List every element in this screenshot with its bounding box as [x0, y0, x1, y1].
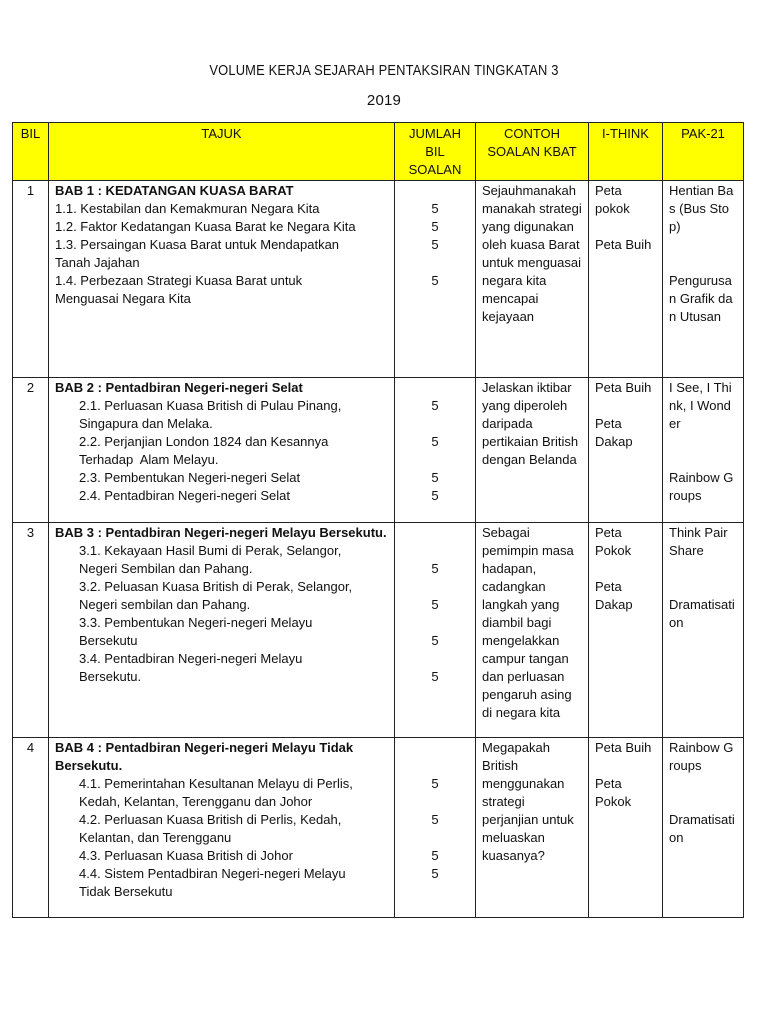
- table-header-row: [13, 123, 744, 181]
- pak-item: Dramatisation: [669, 812, 735, 845]
- topic-line: 1.4. Perbezaan Strategi Kuasa Barat untuk: [55, 273, 303, 288]
- chapter-title: BAB 2 : Pentadbiran Negeri-negeri Selat: [55, 380, 303, 395]
- ithink-item: Peta Pokok: [595, 525, 632, 558]
- topic-line: 4.1. Pemerintahan Kesultanan Melayu di Perlis,: [79, 776, 353, 791]
- row-bil: 1: [13, 181, 49, 378]
- topic-item: [55, 650, 388, 686]
- topic-item: [55, 397, 388, 433]
- topic-line: 1.3. Persaingan Kuasa Barat untuk Mendapatkan: [55, 237, 340, 252]
- topic-line: 3.1. Kekayaan Hasil Bumi di Perak, Selangor,: [79, 543, 342, 558]
- row-jumlah: [395, 378, 476, 523]
- question-count: 5: [431, 470, 439, 485]
- pak-item: Think Pair Share: [669, 525, 728, 558]
- row-kbat: Sejauhmanakah manakah strategi yang digunakan oleh kuasa Barat untuk menguasai negara kita mencapai kejayaan: [476, 181, 589, 378]
- topic-line: Tidak Bersekutu: [79, 884, 173, 899]
- topic-line: Singapura dan Melaka.: [79, 416, 213, 431]
- question-count: 5: [431, 201, 439, 216]
- topic-line: 4.4. Sistem Pentadbiran Negeri-negeri Melayu: [79, 866, 346, 881]
- topic-item: [55, 614, 388, 650]
- ithink-item: Peta Dakap: [595, 579, 633, 612]
- topic-item: [55, 433, 388, 469]
- topic-line: Tanah Jajahan: [55, 255, 140, 270]
- header-tajuk: TAJUK: [49, 123, 395, 181]
- topic-line: Bersekutu.: [79, 669, 142, 684]
- row-ithink: [589, 523, 663, 738]
- header-ithink: I-THINK: [589, 123, 663, 181]
- row-bil: 4: [13, 738, 49, 918]
- topic-line: Menguasai Negara Kita: [55, 291, 191, 306]
- row-tajuk: [49, 378, 395, 523]
- pak-item: I See, I Think, I Wonder: [669, 380, 732, 431]
- table-row: [13, 378, 744, 523]
- ithink-item: Peta Buih: [595, 380, 652, 395]
- row-ithink: [589, 181, 663, 378]
- chapter-title: BAB 4 : Pentadbiran Negeri-negeri Melayu Tidak Bersekutu.: [55, 740, 354, 773]
- row-jumlah: [395, 181, 476, 378]
- question-count: 5: [431, 434, 439, 449]
- pak-item: Hentian Bas (Bus Stop): [669, 183, 734, 234]
- topic-item: [55, 578, 388, 614]
- question-count: 5: [431, 219, 439, 234]
- row-jumlah: [395, 738, 476, 918]
- topic-item: [55, 847, 388, 865]
- question-count: 5: [431, 273, 439, 288]
- row-ithink: [589, 738, 663, 918]
- row-pak: [663, 738, 744, 918]
- chapter-title: BAB 1 : KEDATANGAN KUASA BARAT: [55, 183, 294, 198]
- topic-line: 2.2. Perjanjian London 1824 dan Kesannya: [79, 434, 329, 449]
- topic-line: 3.2. Peluasan Kuasa British di Perak, Selangor,: [79, 579, 353, 594]
- row-tajuk: [49, 738, 395, 918]
- header-bil: BIL: [13, 123, 49, 181]
- ithink-item: Peta Buih: [595, 740, 652, 755]
- topic-line: Kelantan, dan Terengganu: [79, 830, 232, 845]
- topic-line: Negeri Sembilan dan Pahang.: [79, 561, 253, 576]
- syllabus-table: [12, 122, 744, 918]
- row-pak: [663, 181, 744, 378]
- pak-item: Rainbow Groups: [669, 470, 734, 503]
- topic-item: [55, 218, 388, 236]
- topic-item: [55, 200, 388, 218]
- table-row: [13, 738, 744, 918]
- topic-line: 4.3. Perluasan Kuasa British di Johor: [79, 848, 293, 863]
- header-contoh: CONTOH SOALAN KBAT: [476, 123, 589, 181]
- topic-line: Terhadap Alam Melayu.: [79, 452, 219, 467]
- topic-item: [55, 469, 388, 487]
- ithink-item: Peta pokok: [595, 183, 630, 216]
- topic-line: Negeri sembilan dan Pahang.: [79, 597, 251, 612]
- topic-line: 2.4. Pentadbiran Negeri-negeri Selat: [79, 488, 291, 503]
- question-count: 5: [431, 812, 439, 827]
- row-bil: 3: [13, 523, 49, 738]
- pak-item: Dramatisation: [669, 597, 735, 630]
- row-tajuk: [49, 523, 395, 738]
- topic-line: Kedah, Kelantan, Terengganu dan Johor: [79, 794, 313, 809]
- pak-item: Pengurusan Grafik dan Utusan: [669, 273, 733, 324]
- topic-line: 4.2. Perluasan Kuasa British di Perlis, Kedah,: [79, 812, 342, 827]
- topic-line: 2.3. Pembentukan Negeri-negeri Selat: [79, 470, 301, 485]
- topic-line: 3.4. Pentadbiran Negeri-negeri Melayu: [79, 651, 303, 666]
- document-year: 2019: [366, 92, 402, 109]
- topic-line: 3.3. Pembentukan Negeri-negeri Melayu: [79, 615, 313, 630]
- question-count: 5: [431, 633, 439, 648]
- topic-item: [55, 542, 388, 578]
- ithink-item: Peta Buih: [595, 237, 652, 252]
- row-bil: 2: [13, 378, 49, 523]
- row-jumlah: [395, 523, 476, 738]
- question-count: 5: [431, 237, 439, 252]
- question-count: 5: [431, 866, 439, 881]
- chapter-title: BAB 3 : Pentadbiran Negeri-negeri Melayu Bersekutu.: [55, 525, 387, 540]
- header-pak: PAK-21: [663, 123, 744, 181]
- topic-item: [55, 775, 388, 811]
- topic-item: [55, 487, 388, 505]
- topic-item: [55, 865, 388, 901]
- topic-line: 1.2. Faktor Kedatangan Kuasa Barat ke Negara Kita: [55, 219, 356, 234]
- topic-line: 2.1. Perluasan Kuasa British di Pulau Pinang,: [79, 398, 342, 413]
- row-kbat: Megapakah British menggunakan strategi perjanjian untuk meluaskan kuasanya?: [476, 738, 589, 918]
- question-count: 5: [431, 561, 439, 576]
- row-kbat: Jelaskan iktibar yang diperoleh daripada pertikaian British dengan Belanda: [476, 378, 589, 523]
- question-count: 5: [431, 488, 439, 503]
- question-count: 5: [431, 776, 439, 791]
- table-row: [13, 181, 744, 378]
- table-row: [13, 523, 744, 738]
- pak-item: Rainbow Groups: [669, 740, 734, 773]
- topic-item: [55, 811, 388, 847]
- topic-item: [55, 236, 388, 272]
- document-title: VOLUME KERJA SEJARAH PENTAKSIRAN TINGKATAN 3: [209, 62, 559, 79]
- ithink-item: Peta Dakap: [595, 416, 633, 449]
- row-pak: [663, 523, 744, 738]
- topic-line: 1.1. Kestabilan dan Kemakmuran Negara Kita: [55, 201, 320, 216]
- row-pak: [663, 378, 744, 523]
- question-count: 5: [431, 669, 439, 684]
- topic-item: [55, 272, 388, 308]
- question-count: 5: [431, 398, 439, 413]
- question-count: 5: [431, 848, 439, 863]
- row-tajuk: [49, 181, 395, 378]
- question-count: 5: [431, 597, 439, 612]
- header-jumlah: JUMLAH BIL SOALAN: [395, 123, 476, 181]
- row-kbat: Sebagai pemimpin masa hadapan, cadangkan langkah yang diambil bagi mengelakkan campur tangan dan perluasan pengaruh asing di negara kita: [476, 523, 589, 738]
- topic-line: Bersekutu: [79, 633, 138, 648]
- ithink-item: Peta Pokok: [595, 776, 632, 809]
- row-ithink: [589, 378, 663, 523]
